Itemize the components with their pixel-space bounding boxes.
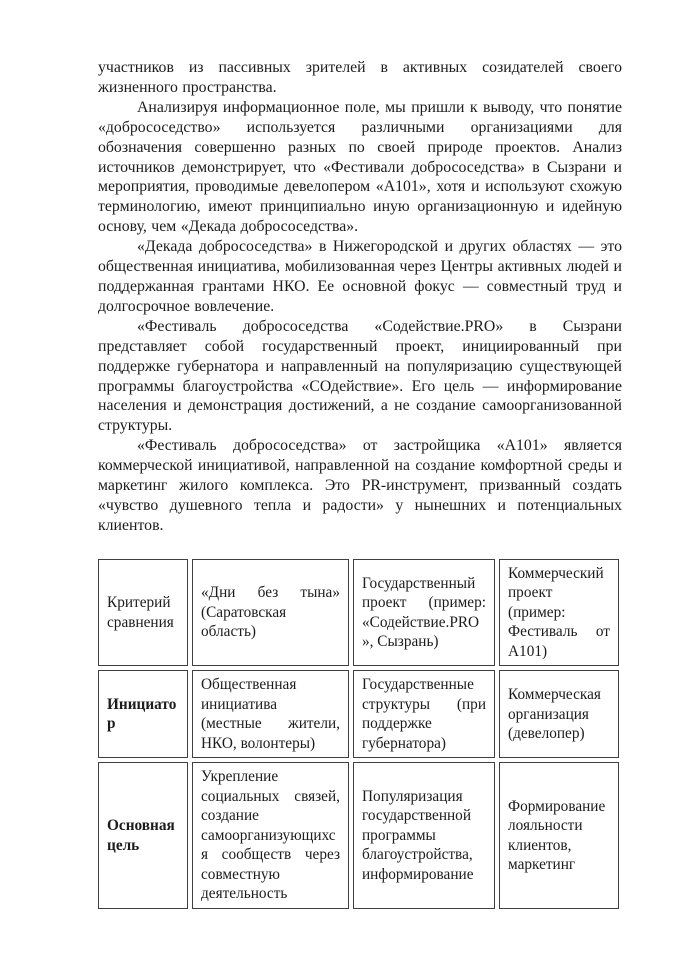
table-cell: Укрепление социальных связей, создание самоорганизующихся сообществ через совместную деятельность xyxy=(192,762,349,909)
paragraph: «Фестиваль добрососедства» от застройщика «А101» является коммерческой инициативой, направленной на создание комфортной среды и маркетинг жилого комплекса. Это PR-инструмент, призванный создать «чувство душевного тепла и радости» у нынешних и потенциальных клиентов. xyxy=(98,437,622,534)
table-cell: Формирование лояльности клиентов, маркетинг xyxy=(499,762,619,909)
row-label-main-goal: Основная цель xyxy=(98,762,188,909)
header-cell-commercial-project: Коммерческий проект (пример: Фестиваль от А101) xyxy=(499,559,619,667)
document-content xyxy=(98,58,622,913)
header-cell-state-project: Государственный проект (пример: «Содействие.PRO», Сызрань) xyxy=(353,559,495,667)
header-cell-days-without-fence: «Дни без тына» (Саратовская область) xyxy=(192,559,349,667)
paragraph: участников из пассивных зрителей в активных созидателей своего жизненного пространства. xyxy=(98,59,622,96)
table-cell: Общественная инициатива (местные жители, НКО, волонтеры) xyxy=(192,670,349,758)
comparison-table xyxy=(94,555,623,913)
paragraph: Анализируя информационное поле, мы пришли к выводу, что понятие «добрососедство» используется различными организациями для обозначения совершенно разных по своей природе проектов. Анализ источников демонстрирует, что «Фестивали добрососедства» в Сызрани и мероприятия, проводимые девелопером «А101», хотя и используют схожую терминологию, имеют принципиально иную организационную и идейную основу, чем «Декада добрососедства». xyxy=(98,98,622,236)
table-cell: Популяризация государственной программы благоустройства, информирование xyxy=(353,762,495,909)
table-header-row xyxy=(98,559,619,667)
header-cell-criterion: Критерий сравнения xyxy=(98,559,188,667)
table-cell: Коммерческая организация (девелопер) xyxy=(499,670,619,758)
row-label-initiator: Инициатор xyxy=(98,670,188,758)
table-cell: Государственные структуры (при поддержке губернатора) xyxy=(353,670,495,758)
paragraph: «Фестиваль добрососедства «Содействие.PRO» в Сызрани представляет собой государственный проект, инициированный при поддержке губернатора и направленный на популяризацию существующей программы благоустройства «СОдействие». Его цель — информирование населения и демонстрация достижений, а не создание самоорганизованной структуры. xyxy=(98,317,622,435)
table-row-initiator xyxy=(98,670,619,758)
table-row-main-goal xyxy=(98,762,619,909)
paragraph: «Декада добрососедства» в Нижегородской и других областях — это общественная инициатива, мобилизованная через Центры активных людей и поддержанная грантами НКО. Ее основной фокус — совместный труд и долгосрочное вовлечение. xyxy=(98,238,622,315)
